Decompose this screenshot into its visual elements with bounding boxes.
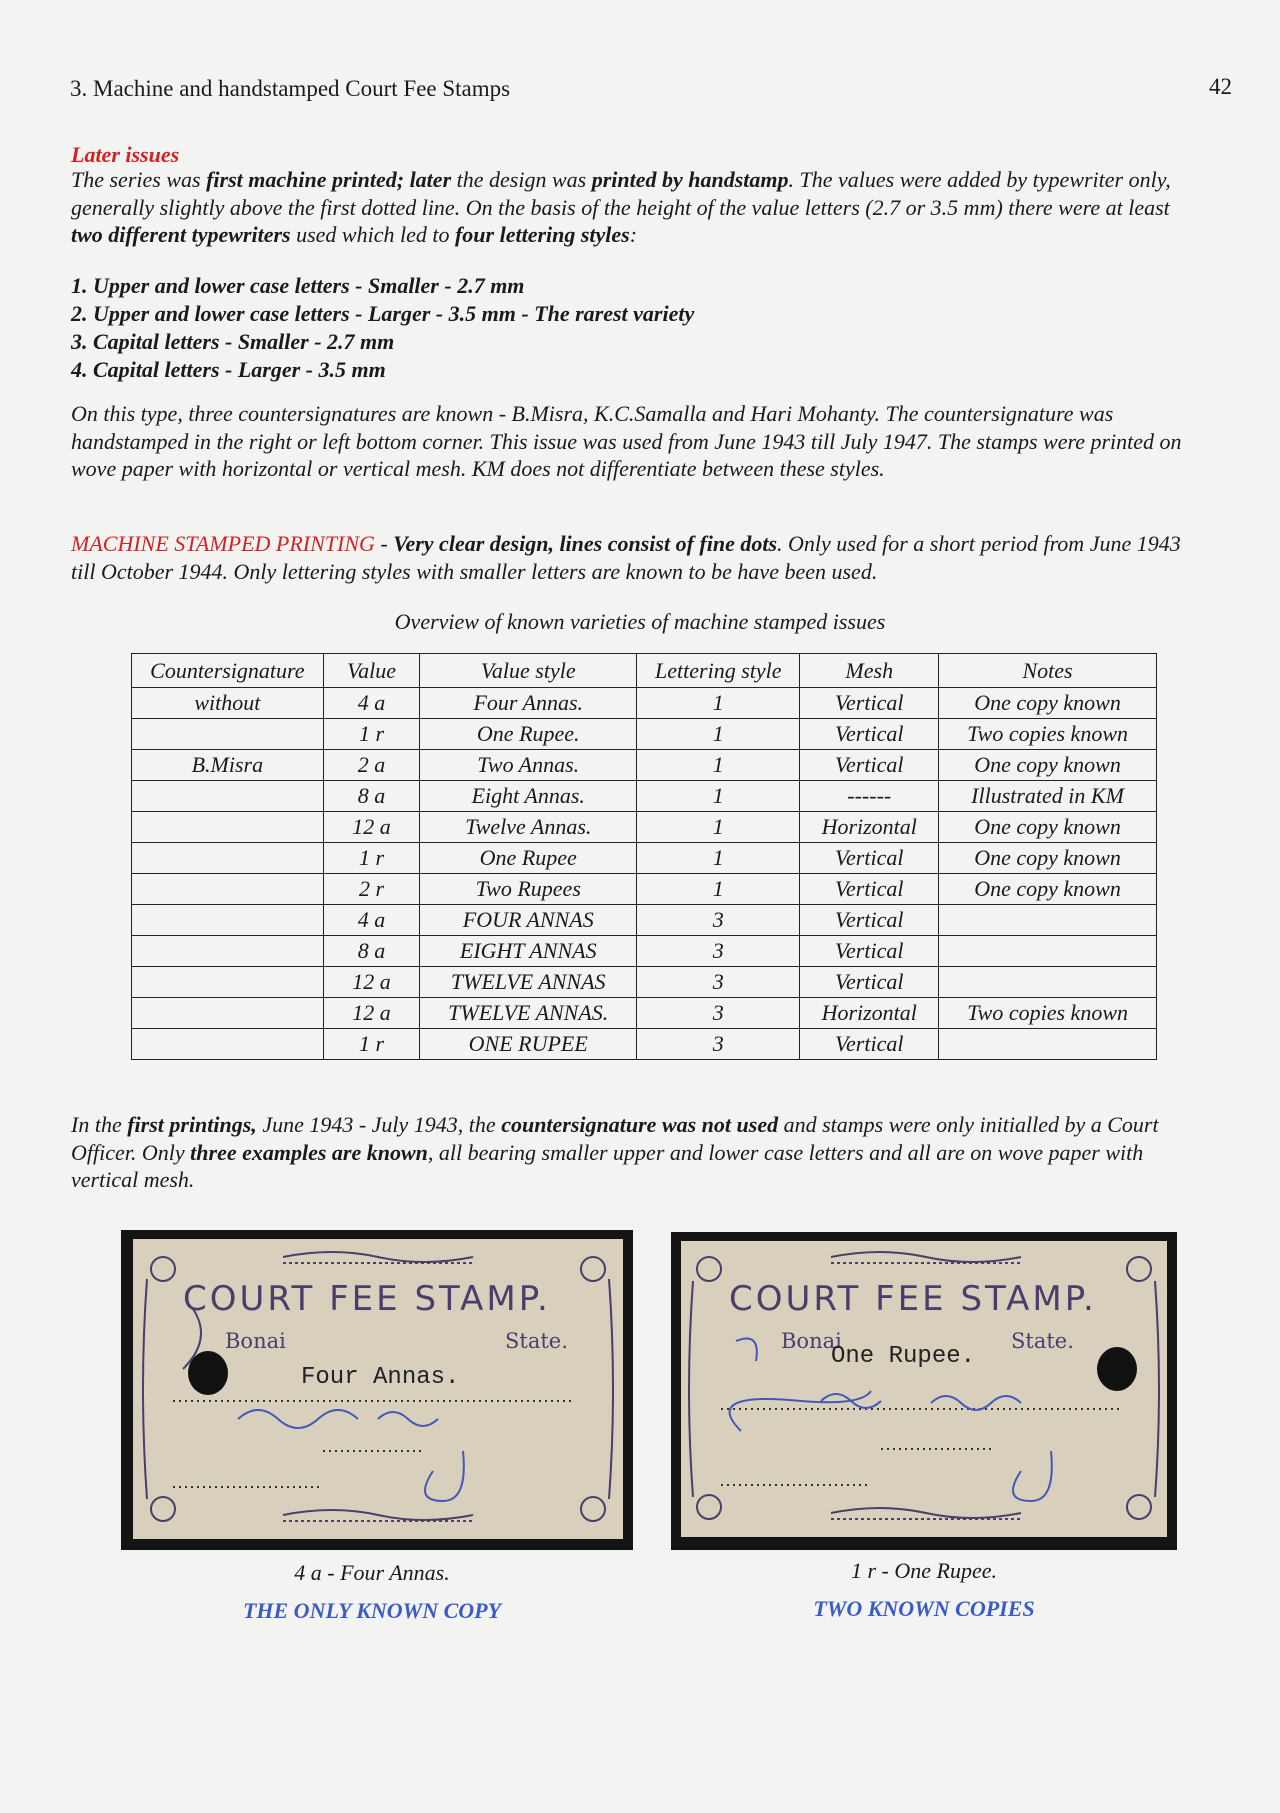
table-cell: Four Annas. bbox=[420, 688, 637, 719]
table-row bbox=[132, 750, 1157, 781]
stamp-caption-left: 4 a - Four Annas. bbox=[294, 1560, 450, 1585]
column-header: Notes bbox=[939, 654, 1157, 688]
table-cell: 8 a bbox=[323, 936, 420, 967]
stamp-title: COURT FEE STAMP. bbox=[183, 1279, 551, 1319]
table-row bbox=[132, 905, 1157, 936]
table-cell bbox=[132, 719, 324, 750]
text-run: . Only used for a short period from June 1943 till October 1944. Only lettering styles with smaller letters are known to be have been used. bbox=[71, 531, 1181, 584]
table-cell: 12 a bbox=[323, 998, 420, 1029]
table-cell: Vertical bbox=[800, 688, 939, 719]
table-cell: 3 bbox=[637, 1029, 800, 1060]
table-cell: Two copies known bbox=[939, 719, 1157, 750]
column-header: Value bbox=[323, 654, 420, 688]
table-cell: 1 bbox=[637, 688, 800, 719]
table-caption: Overview of known varieties of machine stamped issues bbox=[394, 609, 886, 634]
table-cell bbox=[939, 967, 1157, 998]
table-cell: 3 bbox=[637, 905, 800, 936]
table-row bbox=[132, 998, 1157, 1029]
table-cell: 1 bbox=[637, 843, 800, 874]
text-run: used which led to bbox=[290, 222, 455, 247]
table-cell: One copy known bbox=[939, 688, 1157, 719]
table-cell bbox=[132, 936, 324, 967]
table-cell bbox=[132, 781, 324, 812]
table-cell: Eight Annas. bbox=[420, 781, 637, 812]
column-header: Countersignature bbox=[132, 654, 324, 688]
lettering-style-list bbox=[71, 272, 694, 384]
bold-run: countersignature was not used bbox=[501, 1112, 779, 1137]
section-heading: Later issues bbox=[71, 142, 180, 167]
table-cell: Twelve Annas. bbox=[420, 812, 637, 843]
header-title: 3. Machine and handstamped Court Fee Stamps bbox=[70, 76, 511, 101]
table-cell: One Rupee bbox=[420, 843, 637, 874]
bold-run: two different typewriters bbox=[71, 222, 291, 247]
text-run: - bbox=[374, 531, 394, 556]
table-row bbox=[132, 936, 1157, 967]
table-cell bbox=[132, 874, 324, 905]
punch-hole bbox=[188, 1351, 228, 1395]
table-cell: 4 a bbox=[323, 905, 420, 936]
table-cell: One copy known bbox=[939, 750, 1157, 781]
table-row bbox=[132, 843, 1157, 874]
table-cell: Vertical bbox=[800, 936, 939, 967]
table-cell: 12 a bbox=[323, 967, 420, 998]
text-run: : bbox=[629, 222, 638, 247]
table-cell: Vertical bbox=[800, 905, 939, 936]
table-cell bbox=[132, 812, 324, 843]
table-row bbox=[132, 967, 1157, 998]
table-cell: 1 r bbox=[323, 1029, 420, 1060]
table-cell: 1 bbox=[637, 781, 800, 812]
table-cell: 3 bbox=[637, 936, 800, 967]
table-cell: Two Annas. bbox=[420, 750, 637, 781]
table-cell: One copy known bbox=[939, 812, 1157, 843]
table-body bbox=[132, 688, 1157, 1060]
table-cell: Illustrated in KM bbox=[939, 781, 1157, 812]
stamp-state-left: Bonai bbox=[781, 1329, 842, 1353]
table-cell: EIGHT ANNAS bbox=[420, 936, 637, 967]
table-cell: Vertical bbox=[800, 719, 939, 750]
bold-run: three examples are known bbox=[190, 1139, 428, 1165]
table-cell: 3 bbox=[637, 998, 800, 1029]
stamp-value-text: Four Annas. bbox=[301, 1364, 460, 1391]
red-heading-run: MACHINE STAMPED PRINTING bbox=[71, 531, 375, 556]
table-cell: ------ bbox=[800, 781, 939, 812]
stamp-paper bbox=[133, 1239, 623, 1539]
stamp-note-right: TWO KNOWN COPIES bbox=[813, 1596, 1035, 1621]
table-cell: 1 bbox=[637, 719, 800, 750]
bold-run: Very clear design, lines consist of fine dots bbox=[393, 531, 778, 556]
table-row bbox=[132, 874, 1157, 905]
table-row bbox=[132, 812, 1157, 843]
list-item: 4. Capital letters - Larger - 3.5 mm bbox=[71, 357, 386, 382]
stamp-value-text: One Rupee. bbox=[831, 1343, 976, 1370]
table-row bbox=[132, 719, 1157, 750]
list-item: 3. Capital letters - Smaller - 2.7 mm bbox=[71, 329, 395, 354]
table-cell: Horizontal bbox=[800, 998, 939, 1029]
table-cell bbox=[132, 998, 324, 1029]
table-header-row bbox=[132, 654, 1157, 688]
table-cell bbox=[939, 905, 1157, 936]
table-cell bbox=[132, 1029, 324, 1060]
paragraph-first-printings bbox=[71, 1111, 1206, 1194]
list-item: 2. Upper and lower case letters - Larger - 3.5 mm - The rarest variety bbox=[71, 301, 695, 326]
table-row bbox=[132, 688, 1157, 719]
table-cell: One copy known bbox=[939, 874, 1157, 905]
table-cell: Horizontal bbox=[800, 812, 939, 843]
page-number: 42 bbox=[1209, 74, 1232, 99]
table-cell bbox=[939, 1029, 1157, 1060]
table-cell: 8 a bbox=[323, 781, 420, 812]
table-cell bbox=[132, 905, 324, 936]
table-cell: TWELVE ANNAS. bbox=[420, 998, 637, 1029]
table-row bbox=[132, 781, 1157, 812]
table-cell: 12 a bbox=[323, 812, 420, 843]
table-cell: 1 bbox=[637, 812, 800, 843]
stamp-note-left: THE ONLY KNOWN COPY bbox=[242, 1598, 502, 1623]
paragraph-machine-stamped bbox=[71, 530, 1206, 585]
text-run: and stamps were only initialled by a Court Officer. Only bbox=[71, 1112, 1159, 1165]
table-cell: 1 bbox=[637, 874, 800, 905]
table-cell: 1 r bbox=[323, 719, 420, 750]
table-cell: without bbox=[132, 688, 324, 719]
text-run: In the bbox=[71, 1112, 128, 1137]
column-header: Value style bbox=[420, 654, 637, 688]
table-cell: B.Misra bbox=[132, 750, 324, 781]
text-run: The series was bbox=[71, 167, 207, 192]
stamp-one-rupee-image bbox=[671, 1232, 1177, 1550]
table-cell: Vertical bbox=[800, 967, 939, 998]
table-cell: 3 bbox=[637, 967, 800, 998]
table-cell bbox=[132, 843, 324, 874]
list-item: 1. Upper and lower case letters - Smaller - 2.7 mm bbox=[71, 273, 525, 298]
table-cell: Two copies known bbox=[939, 998, 1157, 1029]
table-cell: Vertical bbox=[800, 1029, 939, 1060]
text-run: June 1943 - July 1943, the bbox=[256, 1112, 502, 1137]
table-cell: Vertical bbox=[800, 750, 939, 781]
table-cell: Vertical bbox=[800, 874, 939, 905]
stamp-four-annas-image bbox=[121, 1230, 633, 1550]
table-cell: 2 r bbox=[323, 874, 420, 905]
text-run: , all bearing smaller upper and lower case letters and all are on wove paper with vertical mesh. bbox=[71, 1139, 1144, 1192]
stamp-paper bbox=[681, 1241, 1167, 1537]
varieties-table bbox=[131, 653, 1157, 1060]
table-cell: 2 a bbox=[323, 750, 420, 781]
table-cell: TWELVE ANNAS bbox=[420, 967, 637, 998]
table-cell bbox=[939, 936, 1157, 967]
paragraph-countersignatures: On this type, three countersignatures are known - B.Misra, K.C.Samalla and Hari Mohanty. The countersignature was handstamped in the right or left bottom corner. This issue was used from June 1943 till July 1947. The stamps were printed on wove paper with horizontal or vertical mesh. KM does not differentiate between these styles. bbox=[71, 401, 1182, 481]
table-cell: One copy known bbox=[939, 843, 1157, 874]
table-cell: 4 a bbox=[323, 688, 420, 719]
table-cell bbox=[132, 967, 324, 998]
stamp-state-right: State. bbox=[1011, 1329, 1074, 1353]
stamp-caption-right: 1 r - One Rupee. bbox=[850, 1558, 997, 1583]
table-cell: Vertical bbox=[800, 843, 939, 874]
table-cell: FOUR ANNAS bbox=[420, 905, 637, 936]
table-cell: 1 r bbox=[323, 843, 420, 874]
paragraph-intro bbox=[71, 166, 1206, 249]
bold-run: first printings, bbox=[127, 1112, 257, 1137]
column-header: Mesh bbox=[800, 654, 939, 688]
table-cell: ONE RUPEE bbox=[420, 1029, 637, 1060]
bold-run: first machine printed; later bbox=[206, 167, 452, 192]
table-cell: Two Rupees bbox=[420, 874, 637, 905]
stamp-state-right: State. bbox=[505, 1329, 568, 1353]
column-header: Lettering style bbox=[637, 654, 800, 688]
punch-hole bbox=[1097, 1347, 1137, 1391]
bold-run: four lettering styles bbox=[454, 222, 630, 247]
text-run: . The values were added by typewriter only, generally slightly above the first dotted line. On the basis of the height of the value letters (2.7 or 3.5 mm) there were at least bbox=[71, 167, 1171, 220]
table-row bbox=[132, 1029, 1157, 1060]
text-run: the design was bbox=[451, 167, 592, 192]
table-cell: 1 bbox=[637, 750, 800, 781]
stamp-title: COURT FEE STAMP. bbox=[729, 1279, 1097, 1319]
table-cell: One Rupee. bbox=[420, 719, 637, 750]
stamp-state-left: Bonai bbox=[225, 1329, 286, 1353]
bold-run: printed by handstamp bbox=[591, 167, 789, 192]
